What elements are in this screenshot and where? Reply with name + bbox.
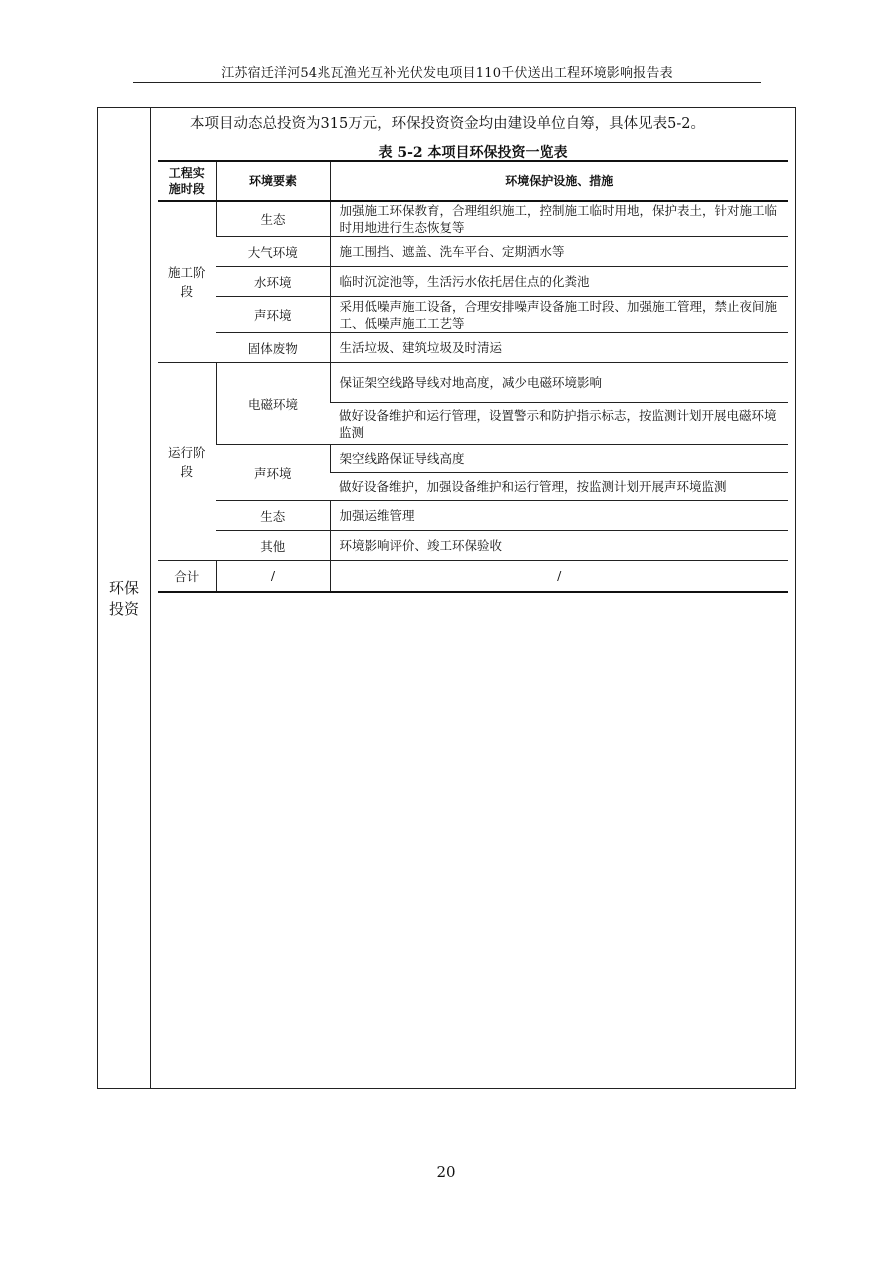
phase-operation: 运行阶段 [158,363,216,561]
measure-cell: 采用低噪声施工设备，合理安排噪声设备施工时段、加强施工管理，禁止夜间施工、低噪声施工工艺等 [330,297,788,333]
element-cell: 大气环境 [216,237,330,267]
total-row [158,561,788,592]
element-cell: 水环境 [216,267,330,297]
element-cell: 电磁环境 [216,363,330,445]
element-cell: 声环境 [216,445,330,501]
element-cell: 固体废物 [216,333,330,363]
total-measure: / [330,561,788,592]
element-cell: 生态 [216,201,330,237]
intro-paragraph: 本项目动态总投资为315万元，环保投资资金均由建设单位自筹，具体见表5-2。 [190,116,706,132]
table-row [158,445,788,473]
page-number: 20 [436,1163,456,1181]
total-label: 合计 [158,561,216,592]
section-label-text: 环保投资 [108,579,139,618]
measure-cell: 施工围挡、遮盖、洗车平台、定期洒水等 [330,237,788,267]
header-phase: 工程实施时段 [158,161,216,201]
table-row [158,531,788,561]
header-element: 环境要素 [216,161,330,201]
investment-table [158,160,788,593]
header-rule [133,82,761,83]
element-cell: 声环境 [216,297,330,333]
total-element: / [216,561,330,592]
measure-cell: 加强运维管理 [330,501,788,531]
table-row [158,201,788,237]
table-row [158,267,788,297]
document-header: 江苏宿迁洋河54兆瓦渔光互补光伏发电项目110千伏送出工程环境影响报告表 [221,66,673,81]
section-label [98,578,150,620]
measure-cell: 临时沉淀池等，生活污水依托居住点的化粪池 [330,267,788,297]
table-header-row [158,161,788,201]
measure-cell: 做好设备维护和运行管理，设置警示和防护指示标志，按监测计划开展电磁环境监测 [330,403,788,445]
table-row [158,297,788,333]
form-frame [97,107,796,1089]
header-measures: 环境保护设施、措施 [330,161,788,201]
element-cell: 生态 [216,501,330,531]
table-row [158,237,788,267]
section-column [98,108,151,1088]
table-row [158,501,788,531]
measure-cell: 生活垃圾、建筑垃圾及时清运 [330,333,788,363]
table-row [158,363,788,403]
measure-cell: 加强施工环保教育，合理组织施工，控制施工临时用地，保护表土，针对施工临时用地进行生态恢复等 [330,201,788,237]
measure-cell: 保证架空线路导线对地高度，减少电磁环境影响 [330,363,788,403]
table-row [158,333,788,363]
measure-cell: 做好设备维护，加强设备维护和运行管理，按监测计划开展声环境监测 [330,473,788,501]
element-cell: 其他 [216,531,330,561]
phase-construction: 施工阶段 [158,201,216,363]
measure-cell: 架空线路保证导线高度 [330,445,788,473]
measure-cell: 环境影响评价、竣工环保验收 [330,531,788,561]
table-caption: 表 5-2 本项目环保投资一览表 [378,145,568,161]
